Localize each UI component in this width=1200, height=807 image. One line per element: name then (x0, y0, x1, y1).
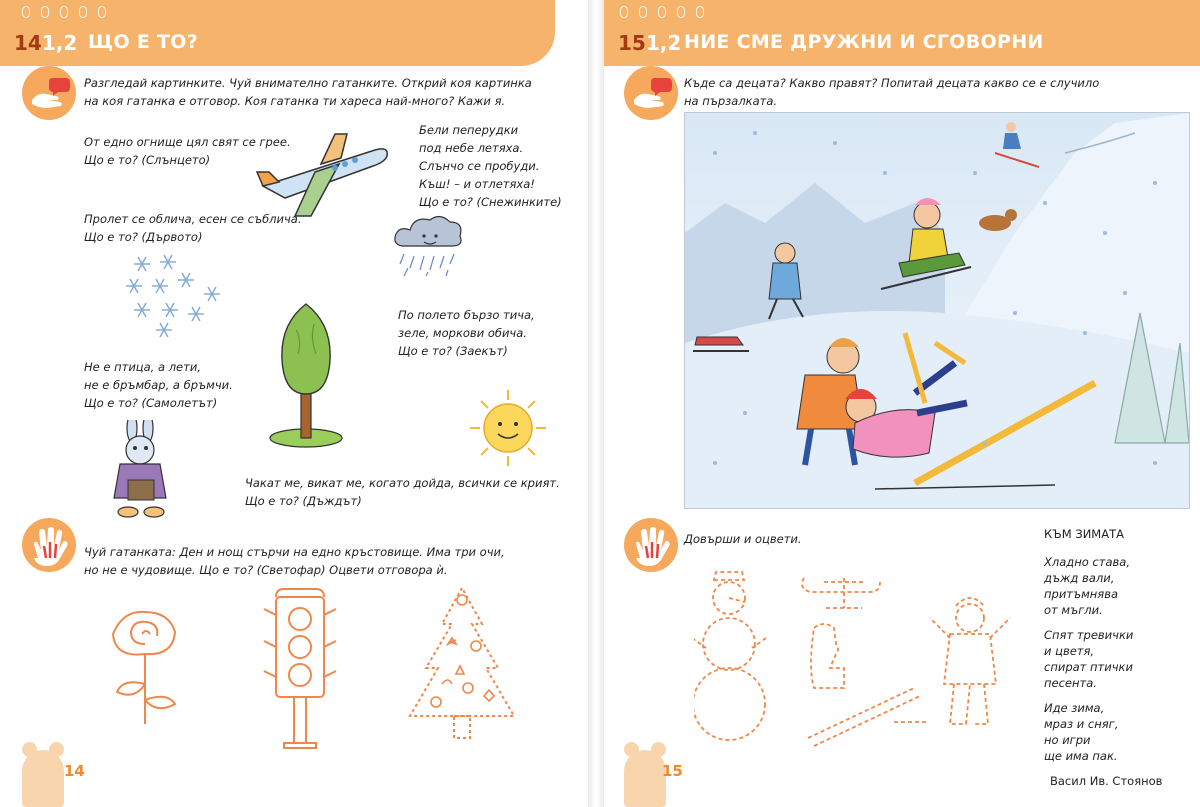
spiral-binding (22, 6, 106, 20)
riddle-sun: От едно огнище цял свят се грее. Що е то? (Слънцето) (84, 135, 291, 167)
snowflakes-illustration (120, 250, 230, 340)
poem-title: КЪМ ЗИМАТА (1044, 527, 1124, 541)
mouse-corner-decoration (624, 750, 666, 807)
trace-drawings (694, 568, 1094, 748)
hand-icon (22, 518, 76, 572)
sun-illustration (468, 388, 548, 468)
lesson-number: 141,2 (14, 31, 78, 55)
speech-hand-icon (624, 66, 678, 120)
rose-outline (100, 604, 190, 729)
hare-illustration (102, 420, 182, 520)
right-header (604, 0, 1200, 66)
christmas-tree-outline (402, 584, 522, 744)
poem (1044, 526, 1162, 798)
poem-stanza-2: Спят тревички и цветя, спират птички песента. (1044, 628, 1134, 690)
traffic-light-riddle: Чуй гатанката: Ден и нощ стърчи на едно кръстовище. Има три очи, но не е чудовище. Що е то? (Светофар) Оцвети отговора ѝ. (84, 545, 505, 577)
riddle-plane: Не е птица, а лети, не е бръмбар, а бръмчи. Що е то? (Самолетът) (84, 360, 233, 410)
page-number: 14 (64, 762, 85, 780)
poem-stanza-3: Иде зима, мраз и сняг, но игри ще има пак. (1044, 701, 1119, 763)
riddle-hare: По полето бързо тича, зеле, моркови обича. Що е то? (Заекът) (398, 308, 535, 358)
page-title: ЩО Е ТО? (88, 31, 199, 53)
question-text: Къде са децата? Какво правят? Попитай децата какво се е случило на пързалката. (684, 76, 1100, 108)
left-header (0, 0, 555, 66)
right-page (604, 0, 1200, 807)
speech-hand-icon (22, 66, 76, 120)
page-number: 15 (662, 762, 683, 780)
task-text: Довърши и оцвети. (684, 532, 802, 546)
hand-icon (624, 518, 678, 572)
riddle-tree: Пролет се облича, есен се съблича. Що е то? (Дървото) (84, 212, 302, 244)
page-title: НИЕ СМЕ ДРУЖНИ И СГОВОРНИ (684, 31, 1044, 53)
mouse-corner-decoration (22, 750, 64, 807)
left-page (0, 0, 588, 807)
instruction-text: Разгледай картинките. Чуй внимателно гатанките. Открий коя картинка на коя гатанка е отговор. Коя гатанка ти хареса най-много? Кажи я. (84, 76, 532, 108)
spiral-binding (620, 6, 704, 20)
traffic-light-outline (262, 585, 338, 750)
airplane-illustration (255, 128, 395, 218)
riddle-snowflakes: Бели пеперудки под небе летяха. Слънчо се пробуди. Къш! – и отлетяха! Що е то? (Снежинките) (419, 123, 562, 209)
lesson-number: 151,2 (618, 31, 682, 55)
rain-cloud-illustration (390, 212, 470, 277)
poem-stanza-1: Хладно става, дъжд вали, притъмнява от мъгли. (1044, 555, 1130, 617)
book-gutter (588, 0, 604, 807)
riddle-rain: Чакат ме, викат ме, когато дойда, всички се крият. Що е то? (Дъждът) (245, 476, 560, 508)
poem-author: Васил Ив. Стоянов (1050, 774, 1163, 788)
tree-illustration (266, 300, 346, 450)
winter-sledding-scene (684, 112, 1190, 509)
